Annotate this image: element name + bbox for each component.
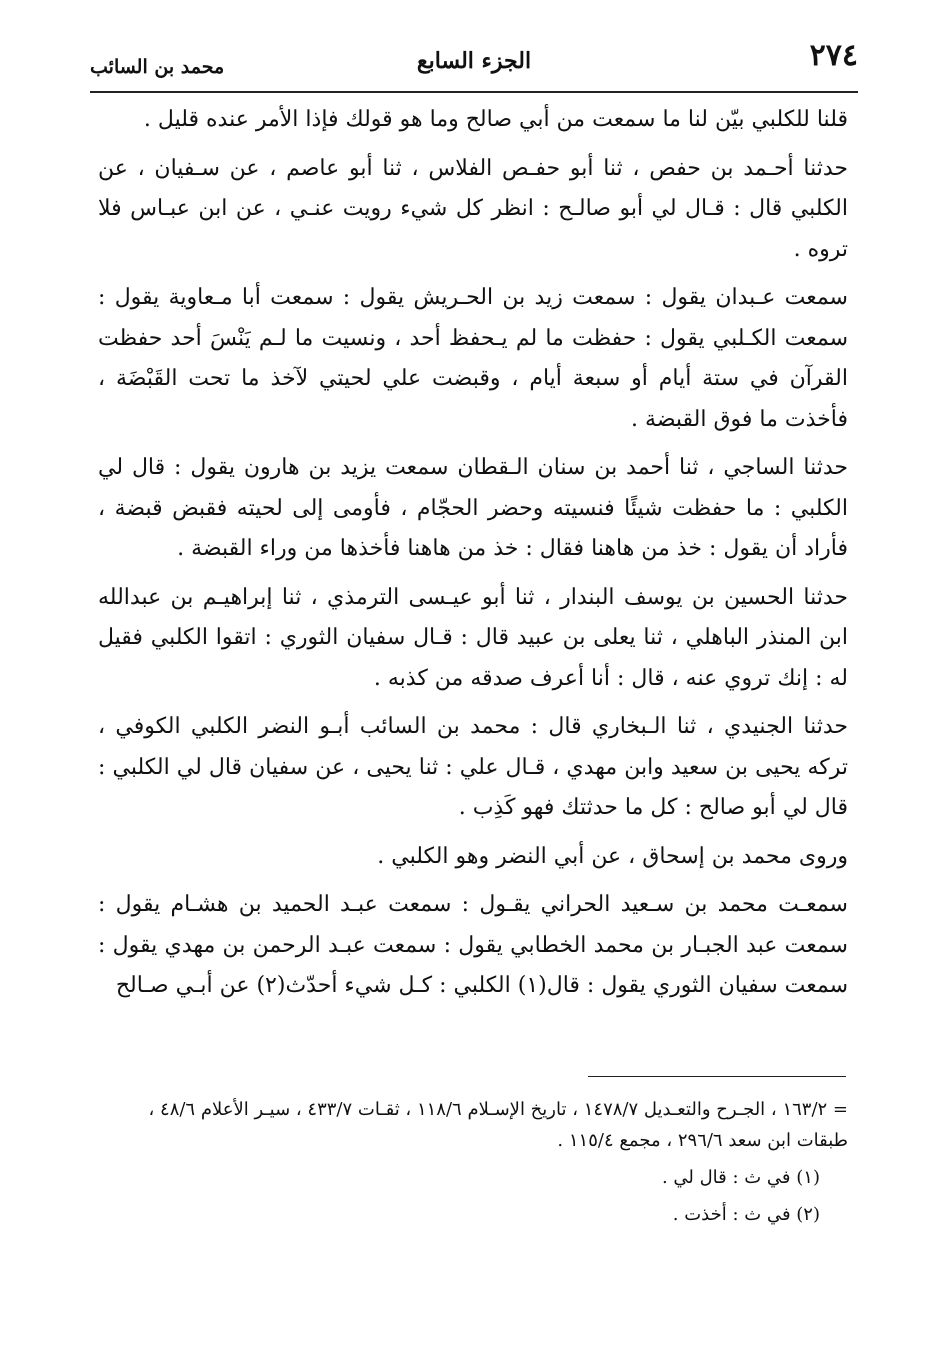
paragraph: وروى محمد بن إسحاق ، عن أبي النضر وهو الكلبي . [377, 843, 848, 869]
paragraph: قلنا للكلبي بيّن لنا ما سمعت من أبي صالح وما هو قولك فإذا الأمر عنده قليل . [143, 107, 848, 132]
paragraph: سمعـت محمد بن سـعيد الحراني يقـول : سمعت عبـد الحميد بن هشـام يقول : سمعت عبد الجبـار بن محمد الخطابي يقول : سمعت عبـد الرحمن بن مهدي يقول : سمعت سفيان الثوري يقول : قال(١) الكلبي : كـل شيء أحدّث(٢) عن أبـي صـالح [98, 892, 848, 998]
paragraph: حدثنا الحسين بن يوسف البندار ، ثنا أبو عيـسى الترمذي ، ثنا إبراهيـم بن عبدالله ابن المنذر الباهلي ، ثنا يعلى بن عبيد قال : قـال سفيان الثوري : اتقوا الكلبي فقيل له : إنك تروي عنه ، قال : أنا أعرف صدقه من كذبه . [98, 584, 848, 691]
volume-title: الجزء السابع [416, 48, 532, 74]
paragraph: حدثنا الساجي ، ثنا أحمد بن سنان الـقطان سمعت يزيد بن هارون يقول : قال لي الكلبي : ما حفظت شيئًا فنسيته وحضر الحجّام ، فأومى إلى لحيته فقبض قبضة ، فأراد أن يقول : خذ من هاهنا فقال : خذ من هاهنا فأخذها من وراء القبضة . [98, 455, 848, 561]
footnote-1: (١) في ث : قال لي . [661, 1167, 820, 1188]
running-title: محمد بن السائب [90, 56, 225, 78]
footnotes [128, 1094, 848, 1230]
page-header [90, 38, 858, 90]
page-number: ٢٧٤ [809, 38, 858, 73]
footnote-separator [588, 1076, 846, 1077]
main-text [98, 100, 848, 1007]
footnote-2: (٢) في ث : أخذت . [672, 1204, 820, 1225]
paragraph: حدثنا أحـمد بن حفص ، ثنا أبو حفـص الفلاس ، ثنا أبو عاصم ، عن سـفيان ، عن الكلبي قال : قـال لي أبو صالـح : انظر كل شيء رويت عنـي ، عن ابن عبـاس فلا تروه . [98, 155, 848, 262]
header-rule [90, 91, 858, 93]
footnote-continuation: = ١٦٣/٢ ، الجـرح والتعـديل ١٤٧٨/٧ ، تاريخ الإسـلام ١١٨/٦ ، ثقـات ٤٣٣/٧ ، سيـر الأعلام ٤٨/٦ ، طبقات ابن سعد ٢٩٦/٦ ، مجمع ١١٥/٤ . [148, 1099, 848, 1151]
paragraph: حدثنا الجنيدي ، ثنا الـبخاري قال : محمد بن السائب أبـو النضر الكلبي الكوفي ، تركه يحيى بن سعيد وابن مهدي ، قـال علي : ثنا يحيى ، عن سفيان قال لي الكلبي : قال لي أبو صالح : كل ما حدثتك فهو كَذِب . [98, 714, 848, 820]
paragraph: سمعت عـبدان يقول : سمعت زيد بن الحـريش يقول : سمعت أبا مـعاوية يقول : سمعت الكـلبي يقول : حفظت ما لم يـحفظ أحد ، ونسيت ما لـم يَنْسَ أحد حفظت القرآن في ستة أيام أو سبعة أيام ، وقبضت علي لحيتي لآخذ ما تحت القَبْضَة ، فأخذت ما فوق القبضة . [98, 285, 848, 432]
